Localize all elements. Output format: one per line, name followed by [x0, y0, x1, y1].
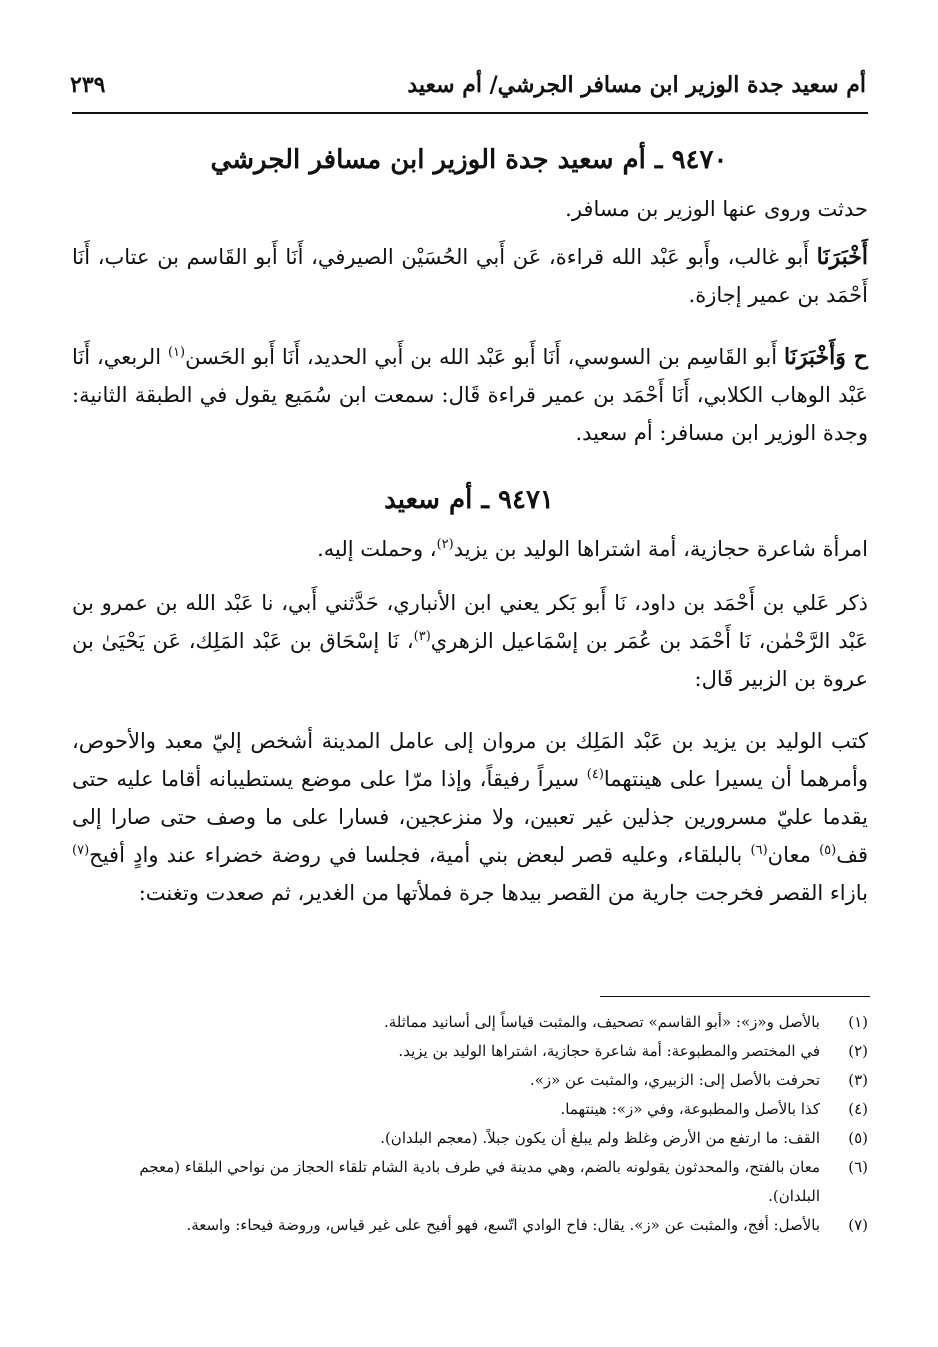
- paragraph-lead: أَخْبَرَنَا: [816, 244, 868, 270]
- footnote-text: بالأصل: أفج، والمثبت عن «ز». يقال: فاح الوادي اتّسع، فهو أفيح على غير قياس، وروضة فيحاء: واسعة.: [186, 1216, 820, 1234]
- paragraph-text: امرأة شاعرة حجازية، أمة اشتراها الوليد بن يزيد: [453, 537, 868, 561]
- paragraph-text: أَبو غالب، وأَبو عَبْد الله قراءة، عَن أَبي الحُسَيْن الصيرفي، أَنَا أَبو القَاسم بن عتاب، أَنَا أَحْمَد بن عمير إجازة.: [72, 245, 868, 307]
- footnote-marker: (١): [167, 345, 186, 360]
- paragraph-text: ، وحملت إليه.: [317, 537, 437, 561]
- header-divider: [72, 112, 868, 114]
- footnote-divider: [600, 996, 870, 997]
- footnote: [100, 1153, 868, 1211]
- page-number: ٢٣٩: [70, 72, 106, 98]
- footnote: [100, 1095, 868, 1124]
- footnote: [100, 1037, 868, 1066]
- footnote-text: كذا بالأصل والمطبوعة، وفي «ز»: هينتهما.: [560, 1100, 820, 1118]
- footnote-marker: (٢): [436, 537, 454, 552]
- entry-heading-9471: ٩٤٧١ ـ أم سعيد: [384, 485, 554, 515]
- footnote-text: القف: ما ارتفع من الأرض وغلظ ولم يبلغ أن يكون جبلاً. (معجم البلدان).: [380, 1129, 820, 1147]
- footnote-number: (٤): [848, 1100, 868, 1118]
- footnote-text: بالأصل و«ز»: «أبو القاسم» تصحيف، والمثبت قياساً إلى أسانيد مماثلة.: [383, 1013, 820, 1031]
- footnote: [100, 1008, 868, 1037]
- footnote-number: (١): [848, 1013, 868, 1031]
- paragraph-text: حدثت وروى عنها الوزير بن مسافر.: [565, 197, 868, 221]
- footnote: [100, 1211, 868, 1240]
- footnote-number: (٥): [848, 1129, 868, 1147]
- footnote-marker: (٣): [413, 629, 431, 644]
- paragraph-text: معان: [767, 843, 820, 867]
- footnote-number: (٢): [848, 1042, 868, 1060]
- footnotes: [100, 1008, 868, 1240]
- paragraph: [72, 530, 868, 568]
- footnote: [100, 1066, 868, 1095]
- paragraph: [72, 338, 868, 452]
- footnote-number: (٣): [848, 1071, 868, 1089]
- paragraph-text: بالبلقاء، وعليه قصر لبعض بني أمية، فجلسا في روضة خضراء عند وادٍ أفيح: [89, 843, 751, 867]
- footnote-text: في المختصر والمطبوعة: أمة شاعرة حجازية، اشتراها الوليد بن يزيد.: [398, 1042, 820, 1060]
- paragraph: [72, 584, 868, 698]
- footnote-marker: (٤): [586, 767, 604, 782]
- footnote-text: تحرفت بالأصل إلى: الزبيري، والمثبت عن «ز».: [529, 1071, 820, 1089]
- running-header: [70, 70, 866, 104]
- paragraph: [72, 722, 868, 912]
- footnote-marker: (٦): [750, 843, 768, 858]
- paragraph-text: الربعي، أَنَا عَبْد الوهاب الكلابي، أَنَا أَحْمَد بن عمير قراءة قَال: سمعت ابن سُمَيع يقول في الطبقة الثانية: وجدة الوزير ابن مسافر: أم سعيد.: [72, 345, 868, 445]
- footnote-number: (٦): [848, 1158, 868, 1176]
- paragraph-text: أَبو القَاسِم بن السوسي، أَنَا أَبو عَبْد الله بن أَبي الحديد، أَنَا أَبو الحَسن: [185, 345, 778, 369]
- footnote-marker: (٧): [72, 843, 90, 858]
- paragraph-text: ، نَا إسْحَاق بن عَبْد المَلِك، عَن يَحْيَىٰ بن عروة بن الزبير قَال:: [72, 629, 868, 691]
- footnote: [100, 1124, 868, 1153]
- paragraph: [72, 190, 868, 228]
- entry-heading-9470: ٩٤٧٠ ـ أم سعيد جدة الوزير ابن مسافر الجرشي: [210, 145, 728, 175]
- paragraph-text: كتب الوليد بن يزيد بن عَبْد المَلِك بن مروان إلى عامل المدينة أشخص إليّ معبد والأحوص، وأمرهما أن يسيرا على هينتهما: [72, 729, 869, 791]
- paragraph-text: بازاء القصر فخرجت جارية من القصر بيدها جرة فملأتها من الغدير، ثم صعدت وتغنت:: [138, 881, 868, 905]
- footnote-text: معان بالفتح، والمحدثون يقولونه بالضم، وهي مدينة في طرف بادية الشام تلقاء الحجاز من نواحي البلقاء (معجم البلدان).: [139, 1158, 820, 1205]
- paragraph-lead: ح وَأَخْبَرَنَا: [783, 344, 868, 370]
- footnote-number: (٧): [848, 1216, 868, 1234]
- footnote-marker: (٥): [819, 843, 837, 858]
- paragraph-text: ذكر عَلي بن أَحْمَد بن داود، نَا أَبو بَكر يعني ابن الأنباري، حَدَّثني أَبي، نا عَبْد الله بن عمرو بن عَبْد الرَّحْمٰن، نَا أَحْمَد بن عُمَر بن إسْمَاعيل الزهري: [72, 591, 868, 653]
- header-title: أم سعيد جدة الوزير ابن مسافر الجرشي/ أم سعيد: [407, 72, 866, 98]
- paragraph: [72, 238, 868, 314]
- paragraph-text: سيراً رفيقاً، وإذا مرّا على موضع يستطيبانه أقاما عليه حتى يقدما عليّ مسرورين جذلين غير تعبين، ولا منزعجين، فسارا على ما وصف حتى صارا إلى قف: [72, 767, 869, 867]
